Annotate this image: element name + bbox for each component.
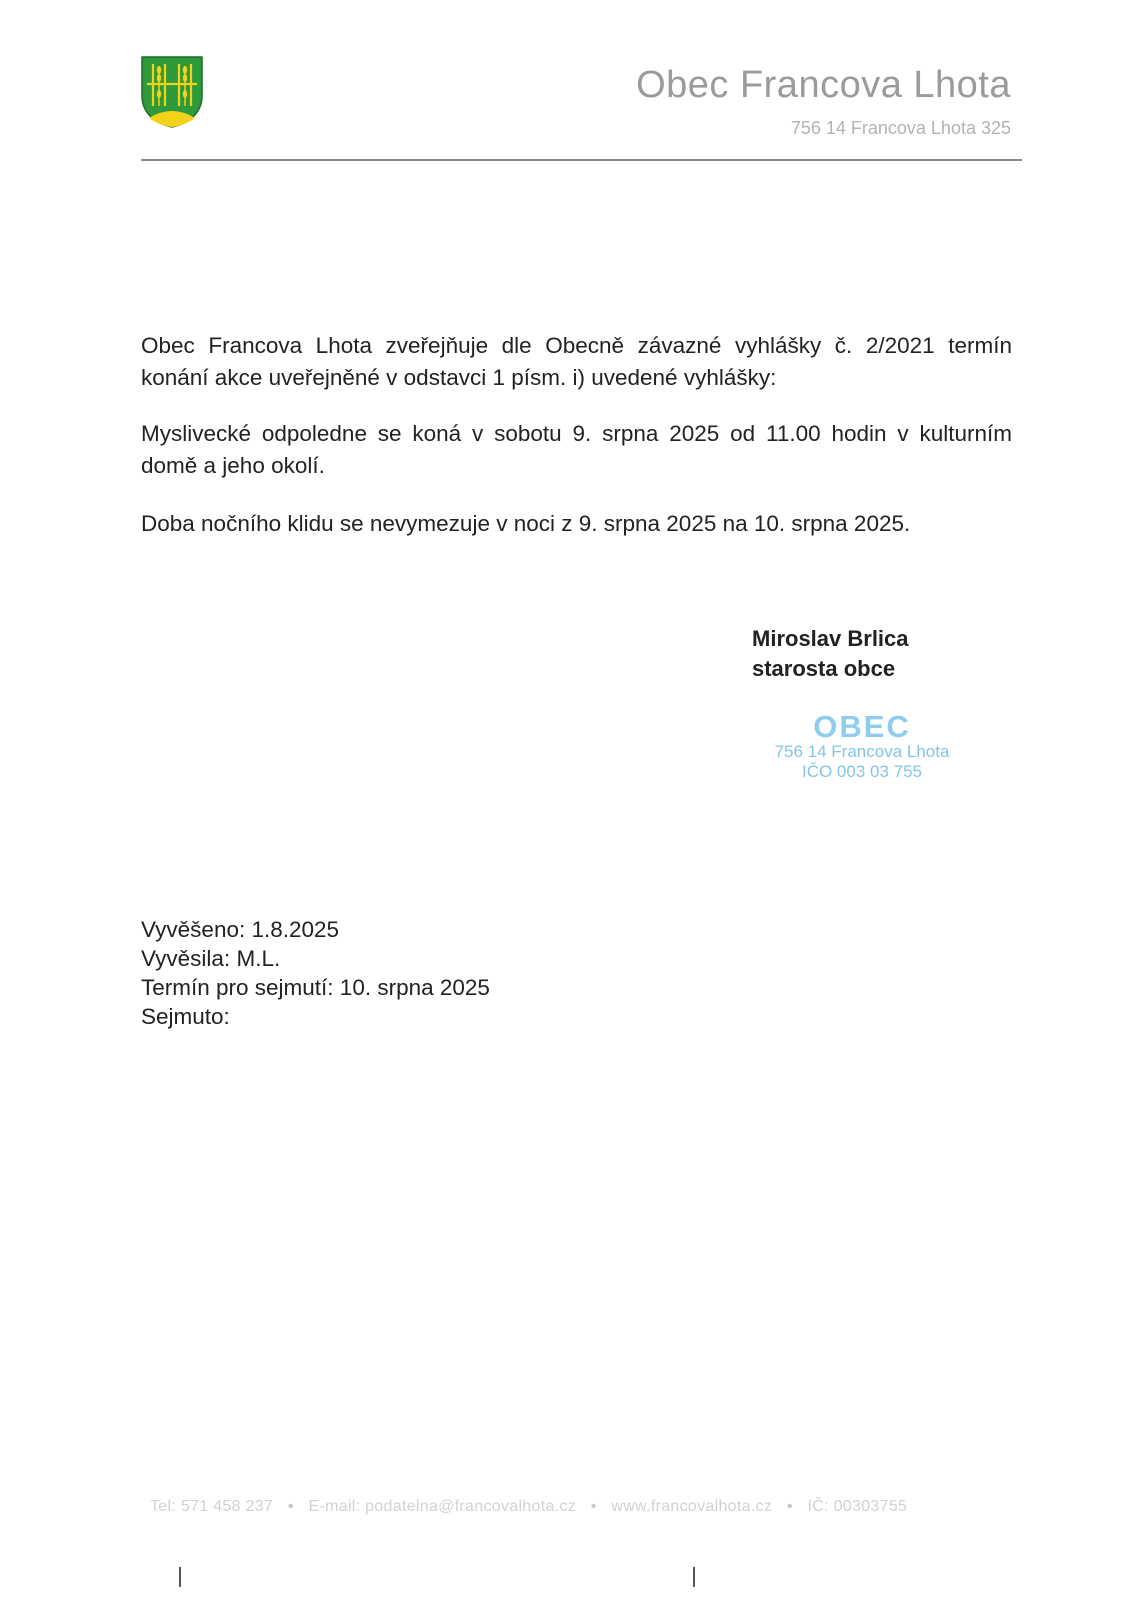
org-address: 756 14 Francova Lhota 325 — [790, 118, 1011, 138]
footer-separator: • — [287, 1498, 294, 1515]
night-quiet-paragraph: Doba nočního klidu se nevymezuje v noci z 9. srpna 2025 na 10. srpna 2025. — [141, 511, 911, 536]
footer-separator: • — [590, 1498, 597, 1515]
event-paragraph: Myslivecké odpoledne se koná v sobotu 9. srpna 2025 od 11.00 hodin v kulturním domě a jeho okolí. — [141, 421, 1012, 478]
posted-date: Vyvěšeno: 1.8.2025 — [141, 917, 340, 942]
header-divider — [141, 159, 1022, 161]
footer-contact — [150, 1498, 1000, 1516]
footer-phone: Tel: 571 458 237 — [150, 1498, 274, 1515]
footer-email: E-mail: podatelna@francovalhota.cz — [308, 1498, 576, 1515]
removal-deadline: Termín pro sejmutí: 10. srpna 2025 — [141, 975, 490, 1000]
stamp-ico: IČO 003 03 755 — [801, 762, 923, 781]
signer-title: starosta obce — [752, 656, 896, 681]
footer-ic: IČ: 00303755 — [807, 1498, 908, 1515]
stamp-address: 756 14 Francova Lhota — [774, 742, 950, 761]
signer-name: Miroslav Brlica — [752, 626, 909, 651]
posting-info — [141, 915, 490, 1031]
scan-mark — [693, 1567, 695, 1587]
official-stamp — [752, 709, 972, 782]
org-name: Obec Francova Lhota — [636, 64, 1011, 106]
removed-date: Sejmuto: — [141, 1004, 230, 1029]
posted-by: Vyvěsila: M.L. — [141, 946, 281, 971]
announcement-paragraph: Obec Francova Lhota zveřejňuje dle Obecně závazné vyhlášky č. 2/2021 termín konání akce uveřejněné v odstavci 1 písm. i) uvedené vyhlášky: — [141, 333, 1012, 390]
scan-mark — [179, 1567, 181, 1587]
signature-block — [752, 624, 909, 684]
footer-separator: • — [786, 1498, 793, 1515]
coat-of-arms-icon — [141, 56, 203, 128]
stamp-title: OBEC — [813, 709, 911, 744]
footer-web: www.francovalhota.cz — [611, 1498, 773, 1515]
